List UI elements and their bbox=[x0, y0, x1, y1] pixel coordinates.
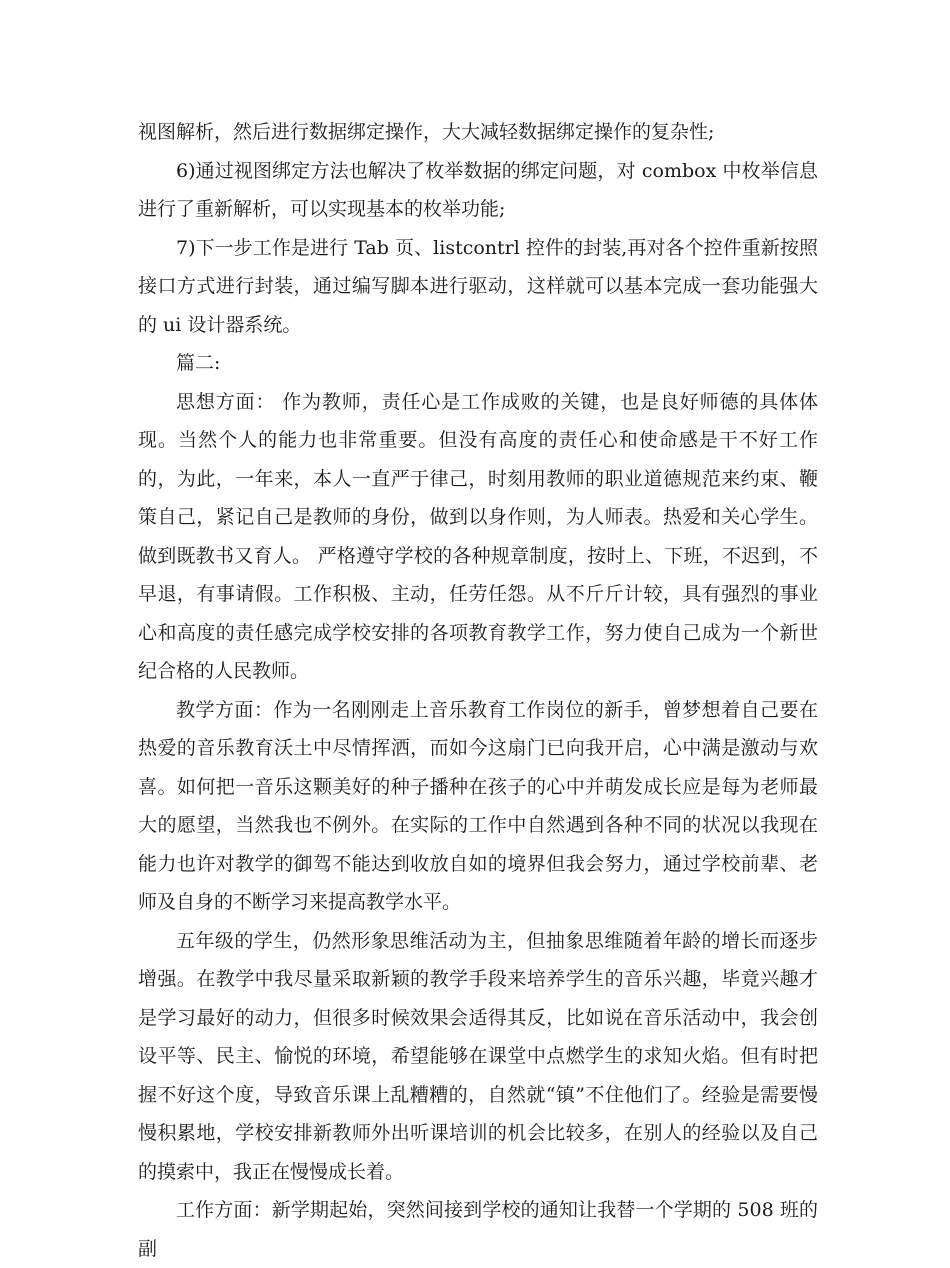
paragraph-teaching: 教学方面：作为一名刚刚走上音乐教育工作岗位的新手，曾梦想着自己要在热爱的音乐教育沃土中尽情挥洒，而如今这扇门已向我开启，心中满是激动与欢喜。如何把一音乐这颗美好的种子播种在孩子的心中并萌发成长应是每为老师最大的愿望，当然我也不例外。在实际的工作中自然遇到各种不同的状况以我现在能力也许对教学的御驾不能达到收放自如的境界但我会努力，通过学校前辈、老师及自身的不断学习来提高教学水平。 bbox=[138, 698, 818, 913]
section-heading-part-two: 篇二: bbox=[176, 352, 221, 374]
paragraph-item-7: 7)下一步工作是进行 Tab 页、listcontrl 控件的封装,再对各个控件重新按照接口方式进行封装，通过编写脚本进行驱动，这样就可以基本完成一套功能强大的 ui 设计器系统。 bbox=[138, 236, 818, 336]
paragraph-fifth-grade: 五年级的学生，仍然形象思维活动为主，但抽象思维随着年龄的增长而逐步增强。在教学中我尽量采取新颖的教学手段来培养学生的音乐兴趣，毕竟兴趣才是学习最好的动力，但很多时候效果会适得其反，比如说在音乐活动中，我会创设平等、民主、愉悦的环境，希望能够在课堂中点燃学生的求知火焰。但有时把握不好这个度，导致音乐课上乱糟糟的，自然就“镇”不住他们了。经验是需要慢慢积累地，学校安排新教师外出听课培训的机会比较多，在别人的经验以及自己的摸索中，我正在慢慢成长着。 bbox=[138, 929, 818, 1183]
paragraph-continuation: 视图解析，然后进行数据绑定操作，大大减轻数据绑定操作的复杂性; bbox=[138, 121, 715, 143]
document-body bbox=[138, 113, 818, 1268]
paragraph-item-6: 6)通过视图绑定方法也解决了枚举数据的绑定问题，对 combox 中枚举信息进行了重新解析，可以实现基本的枚举功能; bbox=[138, 159, 818, 220]
paragraph-ideology: 思想方面： 作为教师，责任心是工作成败的关键，也是良好师德的具体体现。当然个人的能力也非常重要。但没有高度的责任心和使命感是干不好工作的，为此，一年来，本人一直严于律己，时刻用教师的职业道德规范来约束、鞭策自己，紧记自己是教师的身份，做到以身作则，为人师表。热爱和关心学生。做到既教书又育人。 严格遵守学校的各种规章制度，按时上、下班，不迟到，不早退，有事请假。工作积极、主动，任劳任怨。从不斤斤计较，具有强烈的事业心和高度的责任感完成学校安排的各项教育教学工作，努力使自己成为一个新世纪合格的人民教师。 bbox=[138, 390, 818, 682]
paragraph-work: 工作方面：新学期起始，突然间接到学校的通知让我替一个学期的 508 班的副 bbox=[138, 1199, 818, 1260]
